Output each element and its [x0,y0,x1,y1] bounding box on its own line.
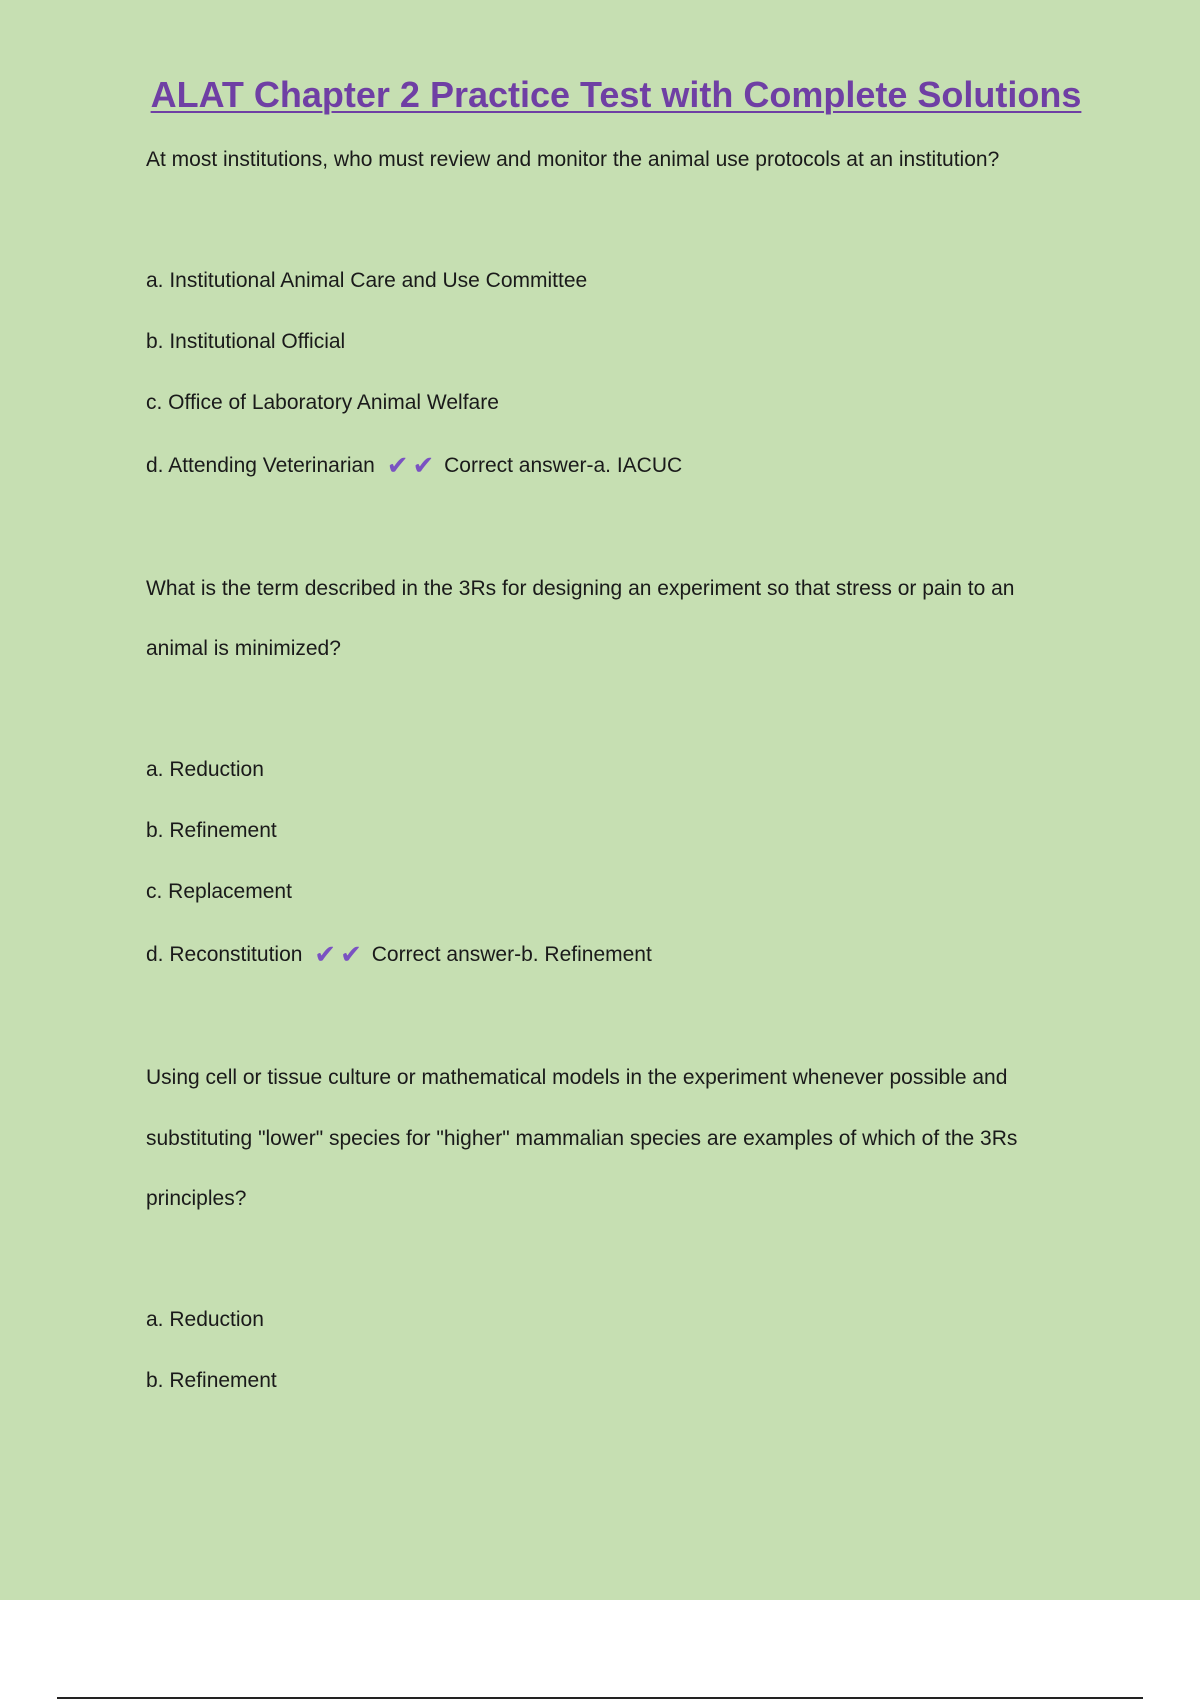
footer-divider [57,1697,1143,1699]
question-3-text-line-3: principles? [146,1187,247,1210]
question-3-text-line-1: Using cell or tissue culture or mathematical models in the experiment whenever possible and [146,1066,1008,1089]
question-3-option-a: a. Reduction [146,1308,264,1331]
question-1-text: At most institutions, who must review and monitor the animal use protocols at an institution? [146,148,1000,171]
checkmark-icon: ✔ [412,450,435,480]
question-2-option-c: c. Replacement [146,880,292,903]
question-1-option-d-row [146,451,682,480]
question-2-answer: Correct answer-b. Refinement [371,943,652,966]
question-2-text-line-1: What is the term described in the 3Rs for designing an experiment so that stress or pain to an [146,577,1015,600]
document-title: ALAT Chapter 2 Practice Test with Complete Solutions [150,74,1082,115]
question-1-option-c: c. Office of Laboratory Animal Welfare [146,391,499,414]
question-1-option-d: d. Attending Veterinarian [146,454,375,477]
checkmark-icon: ✔ [314,939,337,969]
question-1-option-a: a. Institutional Animal Care and Use Committee [146,269,588,292]
question-2-option-d: d. Reconstitution [146,943,303,966]
question-3-option-b: b. Refinement [146,1369,277,1392]
question-2-text-line-2: animal is minimized? [146,637,341,660]
question-1-option-b: b. Institutional Official [146,330,346,353]
checkmark-icon: ✔ [386,450,409,480]
question-1-answer: Correct answer-a. IACUC [444,454,683,477]
question-2-option-b: b. Refinement [146,819,277,842]
question-3-text-line-2: substituting "lower" species for "higher" mammalian species are examples of which of the 3Rs [146,1127,1018,1150]
checkmark-icon: ✔ [340,939,362,969]
question-2-option-d-row [146,940,652,969]
question-2-option-a: a. Reduction [146,758,264,781]
